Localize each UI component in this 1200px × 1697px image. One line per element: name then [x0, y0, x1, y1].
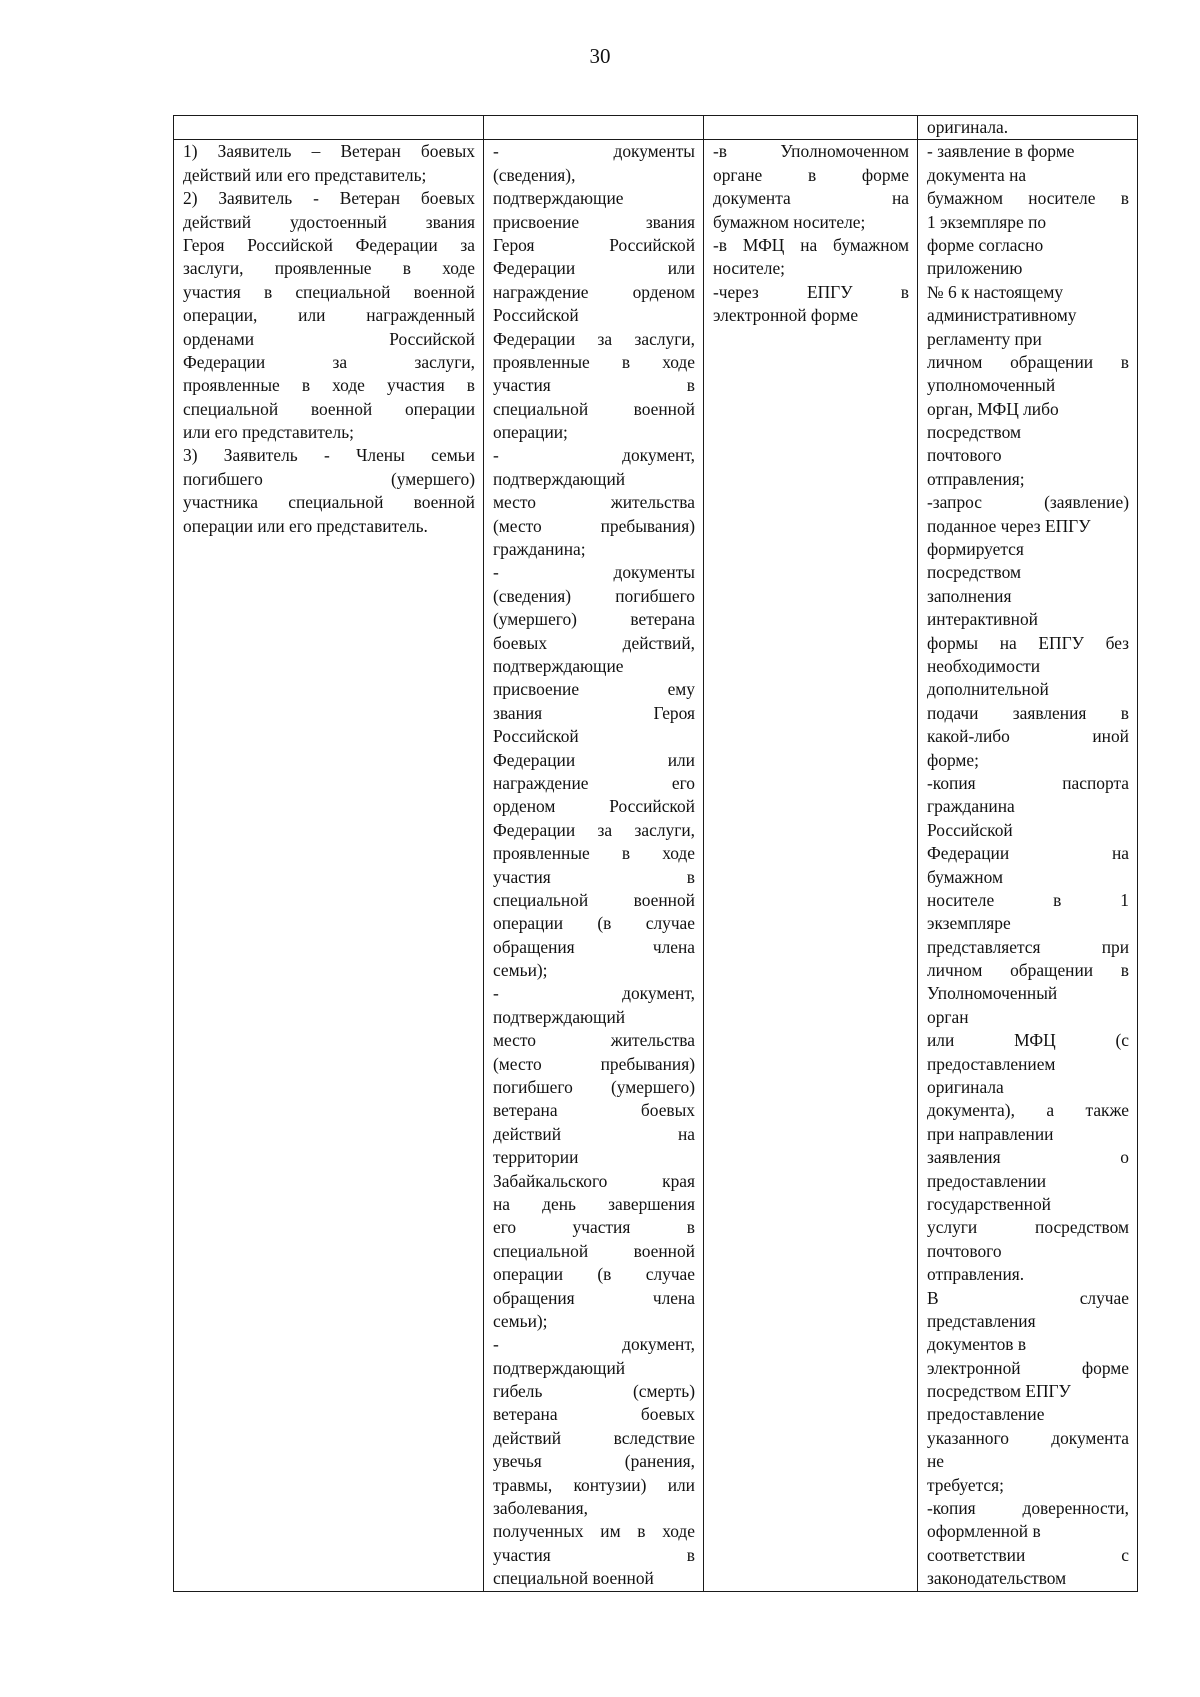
text-line: дополнительной — [927, 679, 1049, 700]
text-line: документа на — [713, 188, 909, 209]
text-line: участия в — [493, 1544, 695, 1565]
cell-applicant-categories — [174, 140, 484, 1591]
cell-continuation-text — [918, 116, 1138, 140]
text-line: формируется — [927, 539, 1024, 560]
text-line: формы на ЕПГУ без — [927, 632, 1129, 653]
text-line: орган, МФЦ либо — [927, 398, 1059, 419]
submission-methods-text — [713, 140, 909, 327]
text-line: интерактивной — [927, 609, 1038, 630]
text-line: специальной военной — [493, 889, 695, 910]
text-line: специальной военной операции — [183, 398, 475, 419]
text-line: (место пребывания) — [493, 1053, 695, 1074]
text-line: представляется при — [927, 936, 1129, 957]
text-line: -в Уполномоченном — [713, 141, 909, 162]
text-line: предоставление — [927, 1404, 1045, 1425]
text-line: уполномоченный — [927, 375, 1056, 396]
applicant-categories-text — [183, 140, 475, 538]
cell-required-documents — [484, 140, 704, 1591]
text-line: Федерации на — [927, 843, 1129, 864]
text-line: Российской — [493, 305, 579, 326]
text-line: орган — [927, 1006, 969, 1027]
text-line: заболевания, — [493, 1498, 588, 1519]
continuation-text: оригинала. — [927, 117, 1009, 137]
text-line: специальной военной — [493, 1568, 654, 1589]
text-line: семьи); — [493, 960, 548, 981]
cell-empty-3 — [704, 116, 918, 140]
text-line: носителе; — [713, 258, 786, 279]
text-line: электронной форме — [927, 1357, 1129, 1378]
text-line: участия в специальной военной — [183, 281, 475, 302]
cell-empty-2 — [484, 116, 704, 140]
text-line: на день завершения — [493, 1193, 695, 1214]
text-line: (место пребывания) — [493, 515, 695, 536]
text-line: предоставлением — [927, 1053, 1056, 1074]
text-line: -через ЕПГУ в — [713, 281, 909, 302]
text-line: почтового — [927, 445, 1002, 466]
text-line: заполнения — [927, 585, 1012, 606]
text-line: документа на — [927, 164, 1027, 185]
text-line: форме; — [927, 749, 979, 770]
text-line: подтверждающий — [493, 1357, 626, 1378]
text-line: -запрос (заявление) — [927, 492, 1129, 513]
required-documents-text — [493, 140, 695, 1590]
text-line: проявленные в ходе — [493, 843, 695, 864]
text-line: отправления; — [927, 468, 1025, 489]
text-line: участия в — [493, 866, 695, 887]
text-line: -копия доверенности, — [927, 1498, 1129, 1519]
text-line: действий удостоенный звания — [183, 211, 475, 232]
text-line: - документ, — [493, 983, 695, 1004]
text-line: - документ, — [493, 1334, 695, 1355]
text-line: операции (в случае — [493, 1264, 695, 1285]
table-row-continuation — [174, 116, 1138, 140]
text-line: посредством ЕПГУ — [927, 1381, 1071, 1402]
text-line: проявленные в ходе — [493, 351, 695, 372]
text-line: указанного документа — [927, 1427, 1129, 1448]
text-line: требуется; — [927, 1474, 1004, 1495]
text-line: действий на — [493, 1123, 695, 1144]
text-line: (сведения) погибшего — [493, 585, 695, 606]
text-line: отправления. — [927, 1264, 1025, 1285]
text-line: подачи заявления в — [927, 702, 1129, 723]
text-line: место жительства — [493, 492, 695, 513]
text-line: - документ, — [493, 445, 695, 466]
text-line: органе в форме — [713, 164, 909, 185]
text-line: бумажном носителе; — [713, 211, 866, 232]
text-line: проявленные в ходе участия в — [183, 375, 475, 396]
text-line: специальной военной — [493, 1240, 695, 1261]
text-line: посредством — [927, 422, 1021, 443]
text-line: регламенту при — [927, 328, 1042, 349]
text-line: какой-либо иной — [927, 726, 1129, 747]
text-line: 3) Заявитель - Члены семьи — [183, 445, 475, 466]
text-line: Федерации за заслуги, — [183, 351, 475, 372]
text-line: обращения члена — [493, 936, 695, 957]
text-line: награждение орденом — [493, 281, 695, 302]
text-line: травмы, контузии) или — [493, 1474, 695, 1495]
text-line: - документы — [493, 141, 695, 162]
text-line: боевых действий, — [493, 632, 695, 653]
text-line: Федерации за заслуги, — [493, 328, 695, 349]
text-line: предоставлении — [927, 1170, 1047, 1191]
text-line: операции (в случае — [493, 913, 695, 934]
text-line: или МФЦ (с — [927, 1030, 1129, 1051]
text-line: документа), а также — [927, 1100, 1129, 1121]
text-line: подтверждающий — [493, 1006, 626, 1027]
text-line: представления — [927, 1310, 1036, 1331]
text-line: полученных им в ходе — [493, 1521, 695, 1542]
text-line: награждение его — [493, 772, 695, 793]
text-line: операции или его представитель. — [183, 515, 428, 536]
text-line: оформленной в — [927, 1521, 1041, 1542]
text-line: присвоение звания — [493, 211, 695, 232]
text-line: (сведения), — [493, 164, 576, 185]
text-line: поданное через ЕПГУ — [927, 515, 1091, 536]
text-line: 2) Заявитель - Ветеран боевых — [183, 188, 475, 209]
text-line: приложению — [927, 258, 1023, 279]
text-line: ветерана боевых — [493, 1100, 695, 1121]
text-line: место жительства — [493, 1030, 695, 1051]
text-line: при направлении — [927, 1123, 1054, 1144]
text-line: подтверждающие — [493, 655, 624, 676]
text-line: погибшего (умершего) — [183, 468, 475, 489]
text-line: 1 экземпляре по — [927, 211, 1047, 232]
text-line: услуги посредством — [927, 1217, 1129, 1238]
text-line: Федерации за заслуги, — [493, 819, 695, 840]
text-line: № 6 к настоящему — [927, 281, 1064, 302]
text-line: гражданина; — [493, 539, 586, 560]
text-line: не — [927, 1451, 945, 1472]
text-line: -в МФЦ на бумажном — [713, 234, 909, 255]
text-line: заслуги, проявленные в ходе — [183, 258, 475, 279]
text-line: оригинала — [927, 1077, 1004, 1098]
text-line: гражданина — [927, 796, 1015, 817]
text-line: ветерана боевых — [493, 1404, 695, 1425]
text-line: операции, или награжденный — [183, 305, 475, 326]
text-line: законодательством — [927, 1568, 1067, 1589]
text-line: экземпляре — [927, 913, 1011, 934]
text-line: присвоение ему — [493, 679, 695, 700]
text-line: - заявление в форме — [927, 141, 1075, 162]
text-line: личном обращении в — [927, 351, 1129, 372]
text-line: специальной военной — [493, 398, 695, 419]
text-line: подтверждающий — [493, 468, 626, 489]
text-line: Героя Российской — [493, 234, 695, 255]
text-line: необходимости — [927, 655, 1041, 676]
table-row-main — [174, 140, 1138, 1591]
text-line: гибель (смерть) — [493, 1381, 695, 1402]
text-line: Российской — [927, 819, 1013, 840]
text-line: личном обращении в — [927, 960, 1129, 981]
text-line: посредством — [927, 562, 1021, 583]
page-number: 30 — [589, 44, 611, 68]
text-line: почтового — [927, 1240, 1002, 1261]
text-line: увечья (ранения, — [493, 1451, 695, 1472]
text-line: обращения члена — [493, 1287, 695, 1308]
document-requirements-text — [927, 140, 1129, 1590]
text-line: (умершего) ветерана — [493, 609, 695, 630]
text-line: участия в — [493, 375, 695, 396]
text-line: семьи); — [493, 1310, 548, 1331]
document-table — [173, 115, 1138, 1592]
text-line: Героя Российской Федерации за — [183, 234, 475, 255]
text-line: звания Героя — [493, 702, 695, 723]
text-line: соответствии с — [927, 1544, 1129, 1565]
text-line: - документы — [493, 562, 695, 583]
text-line: электронной форме — [713, 305, 859, 326]
cell-document-requirements — [918, 140, 1138, 1591]
text-line: 1) Заявитель – Ветеран боевых — [183, 141, 475, 162]
text-line: административному — [927, 305, 1077, 326]
text-line: действий вследствие — [493, 1427, 695, 1448]
text-line: операции; — [493, 422, 568, 443]
text-line: Уполномоченный — [927, 983, 1058, 1004]
text-line: -копия паспорта — [927, 772, 1129, 793]
text-line: форме согласно — [927, 234, 1044, 255]
text-line: или его представитель; — [183, 422, 354, 443]
text-line: Федерации или — [493, 749, 695, 770]
text-line: его участия в — [493, 1217, 695, 1238]
text-line: В случае — [927, 1287, 1129, 1308]
text-line: орденом Российской — [493, 796, 695, 817]
text-line: документов в — [927, 1334, 1027, 1355]
text-line: носителе в 1 — [927, 889, 1129, 910]
text-line: бумажном — [927, 866, 1003, 887]
cell-empty-1 — [174, 116, 484, 140]
text-line: Российской — [493, 726, 579, 747]
text-line: Забайкальского края — [493, 1170, 695, 1191]
text-line: бумажном носителе в — [927, 188, 1129, 209]
text-line: территории — [493, 1147, 579, 1168]
text-line: Федерации или — [493, 258, 695, 279]
text-line: участника специальной военной — [183, 492, 475, 513]
cell-submission-methods — [704, 140, 918, 1591]
text-line: заявления о — [927, 1147, 1129, 1168]
text-line: государственной — [927, 1193, 1051, 1214]
text-line: подтверждающие — [493, 188, 624, 209]
text-line: действий или его представитель; — [183, 164, 427, 185]
text-line: погибшего (умершего) — [493, 1077, 695, 1098]
text-line: орденами Российской — [183, 328, 475, 349]
